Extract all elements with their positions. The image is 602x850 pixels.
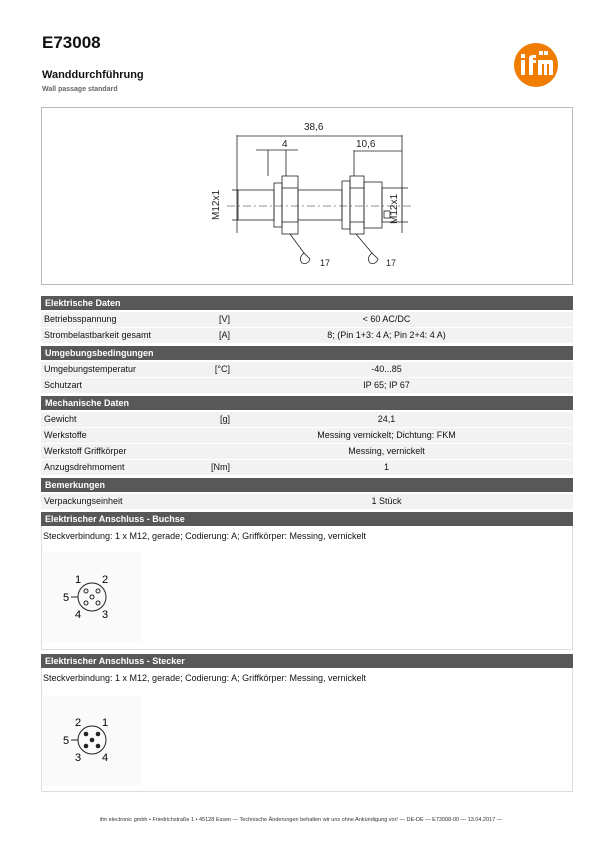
row-unit: [g] xyxy=(190,412,232,427)
dimension-drawing xyxy=(41,107,573,285)
dim-left-label: 4 xyxy=(282,139,288,150)
section-environment-header: Umgebungsbedingungen xyxy=(41,346,573,360)
row-unit xyxy=(190,494,232,509)
pin-5-label: 5 xyxy=(63,592,70,604)
pin-5-label: 5 xyxy=(63,735,70,747)
row-anzugsdrehmoment xyxy=(41,460,573,476)
plug-pin-diagram xyxy=(43,696,141,786)
row-umgebungstemperatur xyxy=(41,362,573,378)
pin-1-label: 1 xyxy=(102,717,109,729)
row-strombelastbarkeit xyxy=(41,328,573,344)
dim-total-label: 38,6 xyxy=(304,122,324,133)
row-werkstoffe xyxy=(41,428,573,444)
pin-2-label: 2 xyxy=(75,717,82,729)
row-betriebsspannung xyxy=(41,312,573,328)
pin-2-label: 2 xyxy=(102,574,109,586)
product-code: E73008 xyxy=(42,33,101,52)
row-value: 8; (Pin 1+3: 4 A; Pin 2+4: 4 A) xyxy=(200,328,573,343)
row-label: Werkstoff Griffkörper xyxy=(41,444,190,459)
row-label: Werkstoffe xyxy=(41,428,190,443)
row-value: 1 xyxy=(200,460,573,475)
row-verpackungseinheit xyxy=(41,494,573,510)
row-value: -40...85 xyxy=(200,362,573,377)
row-label: Gewicht xyxy=(41,412,190,427)
row-label: Anzugsdrehmoment xyxy=(41,460,190,475)
section-socket-header: Elektrischer Anschluss - Buchse xyxy=(41,512,573,526)
section-mechanical-header: Mechanische Daten xyxy=(41,396,573,410)
row-label: Umgebungstemperatur xyxy=(41,362,190,377)
row-gewicht xyxy=(41,412,573,428)
row-value: IP 65; IP 67 xyxy=(200,378,573,393)
row-unit: [A] xyxy=(190,328,232,343)
row-unit: [°C] xyxy=(190,362,232,377)
row-label: Schutzart xyxy=(41,378,190,393)
ifm-logo xyxy=(514,43,558,87)
thread-left-label: M12x1 xyxy=(211,189,222,220)
row-value: 24,1 xyxy=(200,412,573,427)
row-unit xyxy=(190,444,232,459)
row-label: Verpackungseinheit xyxy=(41,494,190,509)
row-unit: [V] xyxy=(190,312,232,327)
row-unit: [Nm] xyxy=(190,460,232,475)
section-electrical-header: Elektrische Daten xyxy=(41,296,573,310)
plug-description: Steckverbindung: 1 x M12, gerade; Codierung: A; Griffkörper: Messing, vernickelt xyxy=(43,673,366,683)
footer-text: ifm electronic gmbh • Friedrichstraße 1 • 45128 Essen — Technische Änderungen behalten wir uns ohne Ankündigung vor! — DE-DE — E73008-00 — 13.04.2017 — xyxy=(99,817,503,823)
wrench-left-label: 17 xyxy=(320,258,331,268)
product-title: Wanddurchführung xyxy=(42,69,144,81)
thread-right-label: M12x1 xyxy=(389,193,400,224)
pin-3-label: 3 xyxy=(102,609,109,621)
row-value: Messing vernickelt; Dichtung: FKM xyxy=(200,428,573,443)
row-unit xyxy=(190,428,232,443)
section-plug-header: Elektrischer Anschluss - Stecker xyxy=(41,654,573,668)
dim-right-label: 10,6 xyxy=(356,139,376,150)
row-value: 1 Stück xyxy=(200,494,573,509)
wrench-right-label: 17 xyxy=(386,258,397,268)
product-subtitle: Wall passage standard xyxy=(42,86,118,93)
row-label: Betriebsspannung xyxy=(41,312,190,327)
row-unit xyxy=(190,378,232,393)
section-remarks-header: Bemerkungen xyxy=(41,478,573,492)
pin-4-label: 4 xyxy=(75,609,82,621)
pin-4-label: 4 xyxy=(102,752,109,764)
row-werkstoff-griffkoerper xyxy=(41,444,573,460)
row-value: Messing, vernickelt xyxy=(200,444,573,459)
row-label: Strombelastbarkeit gesamt xyxy=(41,328,190,343)
pin-3-label: 3 xyxy=(75,752,82,764)
row-value: < 60 AC/DC xyxy=(200,312,573,327)
row-schutzart xyxy=(41,378,573,394)
pin-1-label: 1 xyxy=(75,574,82,586)
socket-description: Steckverbindung: 1 x M12, gerade; Codierung: A; Griffkörper: Messing, vernickelt xyxy=(43,531,366,541)
socket-pin-diagram xyxy=(43,552,141,642)
